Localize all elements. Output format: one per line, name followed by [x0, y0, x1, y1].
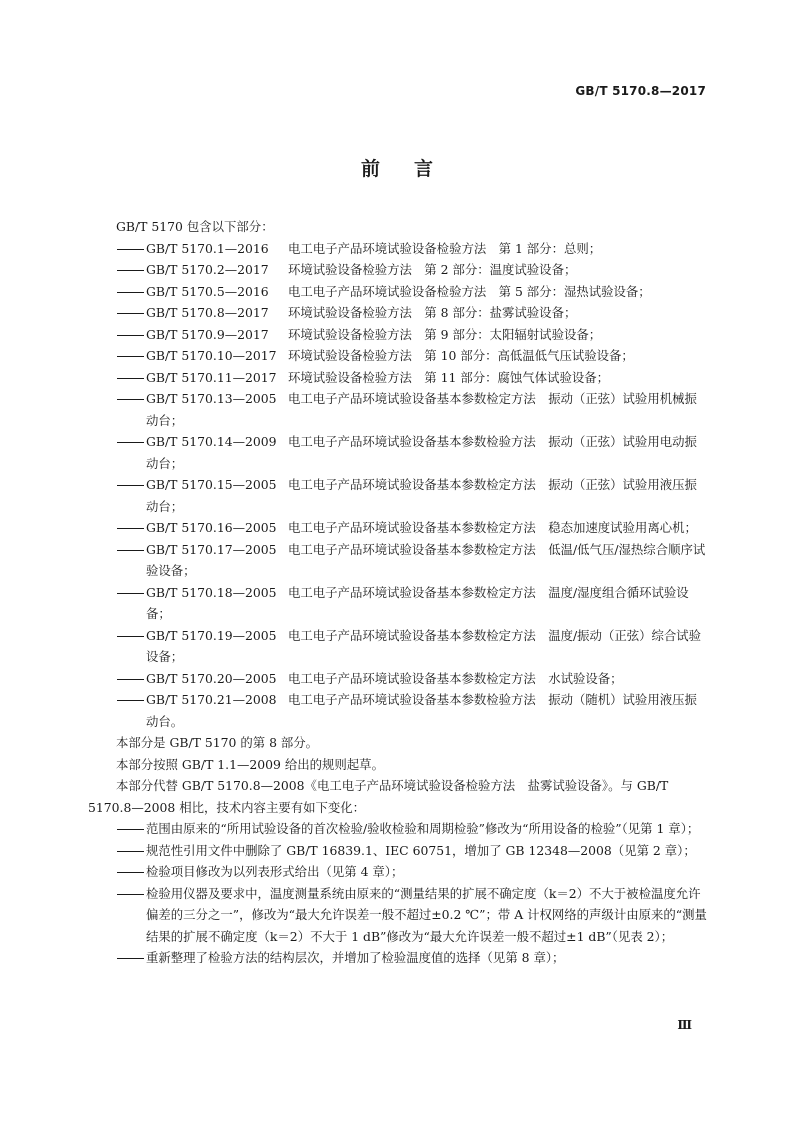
change-text: 检验项目修改为以列表形式给出（见第 4 章）；	[146, 864, 404, 879]
change-list-item	[88, 818, 708, 840]
part-title: 电工电子产品环境试验设备检验方法 第 5 部分：湿热试验设备；	[288, 283, 651, 299]
page-number: Ⅲ	[677, 1018, 692, 1032]
part-list-item	[88, 668, 708, 690]
changes-list	[88, 818, 708, 969]
part-title: 环境试验设备检验方法 第 2 部分：温度试验设备；	[288, 262, 577, 277]
part-code: GB/T 5170.2—2017	[146, 262, 269, 277]
part-list-item	[88, 431, 708, 474]
part-list-item	[88, 302, 708, 324]
part-code: GB/T 5170.8—2017	[146, 305, 269, 320]
part-code: GB/T 5170.11—2017	[146, 369, 277, 385]
part-title: 环境试验设备检验方法 第 11 部分：腐蚀气体试验设备；	[288, 369, 610, 385]
replace-paragraph: 本部分代替 GB/T 5170.8—2008《电工电子产品环境试验设备检验方法 盐雾试验设备》。与 GB/T 5170.8—2008 相比，技术内容主要有如下变化：	[88, 778, 669, 815]
part-list-item	[88, 238, 708, 260]
part-list-item	[88, 324, 708, 346]
change-text: 检验用仪器及要求中，温度测量系统由原来的“测量结果的扩展不确定度（k＝2）不大于被检温度允许偏差的三分之一”，修改为“最大允许误差一般不超过±0.2 ℃”；带 A 计权网络的声级计由原来的“测量结果的扩展不确定度（k＝2）不大于 1 dB”修改为“最大允许误差一般不超过±1 dB”（见表 2）；	[146, 885, 707, 944]
part-title: 环境试验设备检验方法 第 10 部分：高低温低气压试验设备；	[288, 348, 634, 363]
part-code: GB/T 5170.20—2005	[146, 670, 277, 686]
part-title: 电工电子产品环境试验设备基本参数检定方法 低温/低气压/湿热综合顺序试验设备；	[146, 541, 706, 578]
part-code: GB/T 5170.17—2005	[146, 541, 277, 557]
intro-paragraph: GB/T 5170 包含以下部分：	[116, 219, 274, 234]
part-title: 电工电子产品环境试验设备基本参数检定方法 振动（正弦）试验用机械振动台；	[146, 391, 697, 428]
rules-paragraph: 本部分按照 GB/T 1.1—2009 给出的规则起草。	[116, 756, 384, 772]
part-list-item	[88, 474, 708, 517]
part-code: GB/T 5170.15—2005	[146, 477, 277, 492]
part-code: GB/T 5170.16—2005	[146, 520, 277, 535]
change-list-item	[88, 861, 708, 883]
part-list-item	[88, 259, 708, 281]
part-title: 电工电子产品环境试验设备基本参数检验方法 振动（正弦）试验用电动振动台；	[146, 434, 697, 471]
part-title: 电工电子产品环境试验设备基本参数检定方法 振动（正弦）试验用液压振动台；	[146, 477, 697, 514]
part-list-item	[88, 689, 708, 732]
part-list-item	[88, 625, 708, 668]
part-title: 电工电子产品环境试验设备基本参数检定方法 温度/振动（正弦）综合试验设备；	[146, 627, 702, 664]
part-title: 电工电子产品环境试验设备基本参数检定方法 水试验设备；	[288, 670, 623, 686]
part-title: 电工电子产品环境试验设备检验方法 第 1 部分：总则；	[288, 240, 602, 256]
part-title: 电工电子产品环境试验设备基本参数检定方法 温度/湿度组合循环试验设备；	[146, 584, 689, 621]
part-paragraph: 本部分是 GB/T 5170 的第 8 部分。	[116, 735, 319, 750]
change-list-item	[88, 883, 708, 948]
part-list-item	[88, 388, 708, 431]
foreword-body	[88, 216, 708, 969]
part-code: GB/T 5170.9—2017	[146, 326, 269, 342]
page-title: 前言	[360, 158, 467, 180]
part-code: GB/T 5170.1—2016	[146, 240, 269, 256]
part-code: GB/T 5170.19—2005	[146, 627, 277, 643]
part-list-item	[88, 345, 708, 367]
parts-list	[88, 238, 708, 733]
part-code: GB/T 5170.5—2016	[146, 283, 269, 299]
part-code: GB/T 5170.21—2008	[146, 692, 277, 707]
change-list-item	[88, 840, 708, 862]
change-text: 范围由原来的“所用试验设备的首次检验/验收检验和周期检验”修改为“所用设备的检验”（见第 1 章）；	[146, 821, 700, 836]
part-code: GB/T 5170.10—2017	[146, 348, 277, 363]
change-list-item	[88, 947, 708, 969]
part-title: 环境试验设备检验方法 第 9 部分：太阳辐射试验设备；	[288, 326, 602, 342]
change-text: 规范性引用文件中删除了 GB/T 16839.1、IEC 60751，增加了 GB 12348—2008（见第 2 章）；	[146, 842, 696, 858]
part-list-item	[88, 539, 708, 582]
part-list-item	[88, 517, 708, 539]
part-list-item	[88, 367, 708, 389]
part-list-item	[88, 582, 708, 625]
part-code: GB/T 5170.13—2005	[146, 391, 277, 406]
part-code: GB/T 5170.14—2009	[146, 434, 277, 449]
standard-code-header: GB/T 5170.8—2017	[575, 84, 706, 98]
part-code: GB/T 5170.18—2005	[146, 584, 277, 600]
part-title: 电工电子产品环境试验设备基本参数检验方法 振动（随机）试验用液压振动台。	[146, 692, 697, 729]
part-title: 环境试验设备检验方法 第 8 部分：盐雾试验设备；	[288, 305, 577, 320]
part-list-item	[88, 281, 708, 303]
part-title: 电工电子产品环境试验设备基本参数检定方法 稳态加速度试验用离心机；	[288, 520, 697, 535]
change-text: 重新整理了检验方法的结构层次，并增加了检验温度值的选择（见第 8 章）；	[146, 950, 565, 965]
